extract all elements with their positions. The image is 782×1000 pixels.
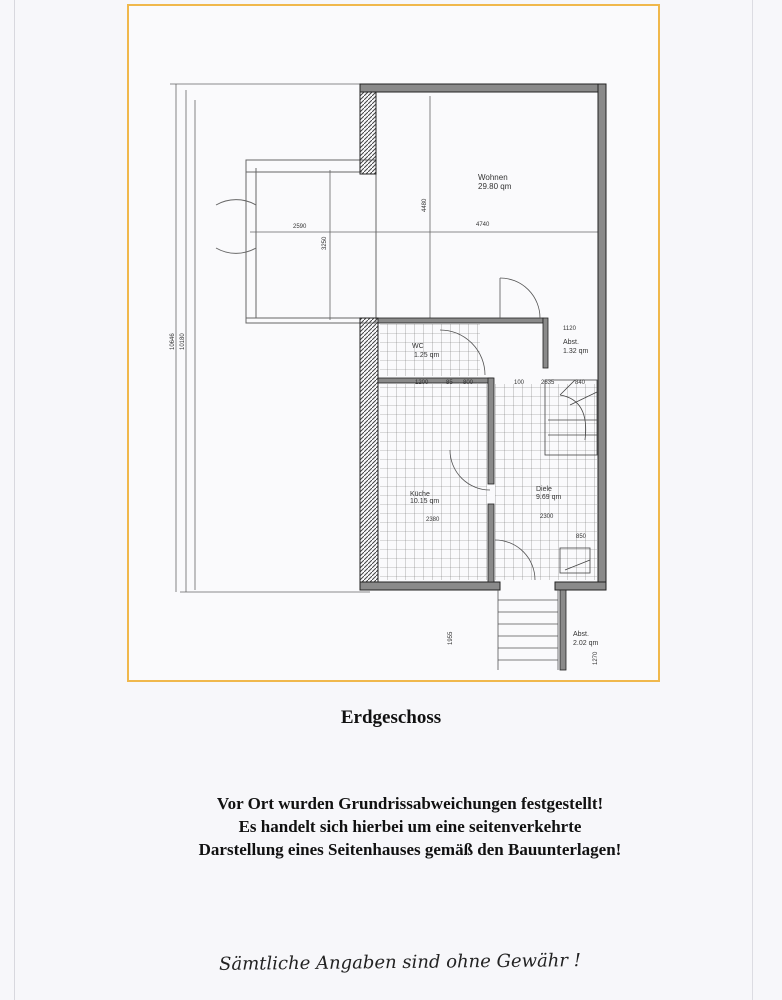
dim-2300: 2300 xyxy=(540,514,554,520)
room-label-wc: WC xyxy=(412,343,424,350)
room-label-hall: Diele xyxy=(536,486,552,493)
dim-100: 100 xyxy=(514,380,525,386)
room-area-kitchen: 10.15 qm xyxy=(410,498,440,505)
dim-2590: 2590 xyxy=(293,224,307,230)
disclaimer: Sämtliche Angaben sind ohne Gewähr ! xyxy=(218,950,582,975)
room-area-wc: 1.25 qm xyxy=(414,352,440,359)
dim-10646: 10646 xyxy=(170,333,176,350)
dim-850: 850 xyxy=(576,534,587,540)
notice-line-3: Darstellung eines Seitenhauses gemäß den Bauunterlagen! xyxy=(198,840,622,859)
dim-1270: 1270 xyxy=(593,651,599,665)
entrance-steps xyxy=(498,590,558,670)
dim-4480: 4480 xyxy=(422,198,428,212)
dim-1120: 1120 xyxy=(563,326,576,332)
room-area-storage-2: 2.02 qm xyxy=(573,640,599,647)
walls xyxy=(360,84,606,670)
room-label-storage: Abst. xyxy=(563,339,579,346)
wc-floor xyxy=(380,324,480,376)
kitchen-floor xyxy=(380,384,487,580)
dim-1955: 1955 xyxy=(448,631,454,645)
dim-85: 85 xyxy=(446,380,453,386)
dim-4740: 4740 xyxy=(476,222,490,228)
room-area-hall: 9.69 qm xyxy=(536,494,562,501)
hall-floor xyxy=(495,384,597,580)
dim-2635: 2635 xyxy=(541,380,555,386)
room-label-storage-2: Abst. xyxy=(573,631,589,638)
terrace xyxy=(216,160,376,323)
dim-800: 800 xyxy=(463,380,474,386)
notice-line-1: Vor Ort wurden Grundrissabweichungen festgestellt! xyxy=(216,794,604,813)
room-area-living: 29.80 qm xyxy=(478,182,512,191)
notice-line-2: Es handelt sich hierbei um eine seitenverkehrte xyxy=(238,817,582,836)
room-area-storage: 1.32 qm xyxy=(563,348,589,355)
floor-title: Erdgeschoss xyxy=(340,707,442,728)
dim-2380: 2380 xyxy=(426,517,440,523)
room-label-kitchen: Küche xyxy=(410,491,430,498)
dim-1200: 1200 xyxy=(415,380,429,386)
dim-3250: 3250 xyxy=(322,236,328,250)
dim-10180: 10180 xyxy=(180,333,186,350)
deviation-notice xyxy=(60,792,760,861)
dim-840: 840 xyxy=(575,380,586,386)
room-label-living: Wohnen xyxy=(478,173,508,182)
